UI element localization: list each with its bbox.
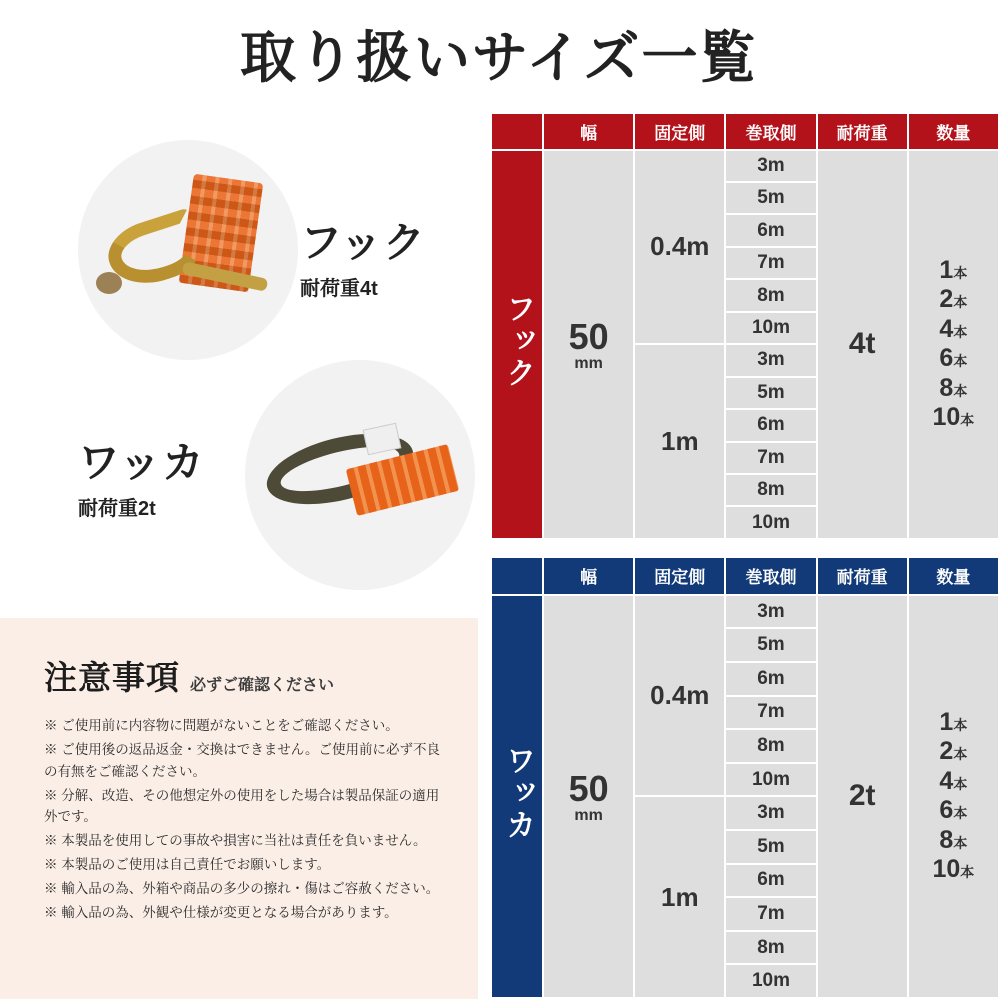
caution-item: ※ ご使用前に内容物に問題がないことをご確認ください。	[44, 718, 399, 733]
winding-length-cell: 7m	[725, 897, 816, 931]
quantity-option: 4本	[939, 766, 968, 795]
winding-length-cell: 3m	[725, 150, 816, 182]
column-header: 固定側	[634, 113, 725, 150]
hook-spec-table	[490, 112, 1000, 540]
winding-length-cell: 8m	[725, 279, 816, 311]
winding-length-cell: 10m	[725, 312, 816, 344]
width-cell: 50 mm	[543, 150, 634, 540]
loop-spec-table	[490, 556, 1000, 999]
loop-badge-name: ワッカ	[78, 439, 205, 486]
column-header: 数量	[908, 113, 999, 150]
quantity-option: 8本	[939, 373, 968, 402]
spec-table	[490, 556, 1000, 999]
corner-cell	[491, 557, 543, 595]
caution-panel	[0, 618, 478, 999]
hook-badge-name: フック	[300, 219, 427, 266]
quantity-option: 1本	[939, 707, 968, 736]
column-header: 巻取側	[725, 113, 816, 150]
winding-length-cell: 7m	[725, 247, 816, 279]
quantity-cell	[908, 150, 999, 540]
column-header: 固定側	[634, 557, 725, 595]
row-group-label: ワッカ	[491, 595, 543, 998]
winding-length-cell: 5m	[725, 377, 816, 409]
loop-photo	[245, 360, 475, 590]
caution-item: ※ 輸入品の為、外観や仕様が変更となる場合があります。	[44, 904, 398, 920]
table-row	[491, 150, 999, 182]
column-header: 幅	[543, 113, 634, 150]
column-header: 数量	[908, 557, 999, 595]
winding-length-cell: 5m	[725, 628, 816, 662]
caution-item: ※ 分解、改造、その他想定外の使用をした場合は製品保証の適用外です。	[44, 787, 440, 825]
quantity-option: 1本	[939, 255, 968, 284]
quantity-option: 6本	[939, 796, 968, 825]
hook-tip-graphic	[96, 272, 122, 294]
table-header-row	[491, 557, 999, 595]
width-cell: 50 mm	[543, 595, 634, 998]
winding-length-cell: 7m	[725, 442, 816, 474]
loop-badge	[78, 430, 205, 521]
hook-badge-load: 耐荷重4t	[300, 278, 378, 300]
column-header: 耐荷重	[817, 557, 908, 595]
caution-header	[44, 652, 450, 699]
winding-length-cell: 8m	[725, 931, 816, 965]
table-header-row	[491, 113, 999, 150]
caution-item: ※ 本製品のご使用は自己責任でお願いします。	[44, 857, 331, 873]
quantity-option: 10本	[932, 855, 975, 884]
caution-item: ※ 輸入品の為、外箱や商品の多少の擦れ・傷はご容赦ください。	[44, 881, 440, 897]
hook-photo	[78, 140, 298, 360]
quantity-option: 8本	[939, 825, 968, 854]
winding-length-cell: 6m	[725, 214, 816, 246]
quantity-cell	[908, 595, 999, 998]
quantity-option: 2本	[939, 737, 968, 766]
winding-length-cell: 5m	[725, 830, 816, 864]
column-header: 耐荷重	[817, 113, 908, 150]
caution-title: 注意事項	[44, 659, 180, 696]
winding-length-cell: 6m	[725, 864, 816, 898]
load-cell: 4t	[817, 150, 908, 540]
fixed-side-cell: 1m	[634, 796, 725, 998]
caution-item: ※ 本製品を使用しての事故や損害に当社は責任を負いません。	[44, 833, 427, 849]
row-group-label: フック	[491, 150, 543, 540]
fixed-side-cell: 0.4m	[634, 595, 725, 797]
quantity-option: 2本	[939, 285, 968, 314]
winding-length-cell: 6m	[725, 409, 816, 441]
spec-table	[490, 112, 1000, 540]
winding-length-cell: 3m	[725, 796, 816, 830]
quantity-option: 10本	[932, 403, 975, 432]
winding-length-cell: 3m	[725, 344, 816, 376]
winding-length-cell: 8m	[725, 729, 816, 763]
winding-length-cell: 6m	[725, 662, 816, 696]
fixed-side-cell: 0.4m	[634, 150, 725, 345]
caution-subtitle: 必ずご確認ください	[190, 677, 335, 694]
quantity-option: 6本	[939, 344, 968, 373]
winding-length-cell: 3m	[725, 595, 816, 629]
load-cell: 2t	[817, 595, 908, 998]
column-header: 巻取側	[725, 557, 816, 595]
loop-badge-load: 耐荷重2t	[78, 498, 156, 520]
winding-length-cell: 7m	[725, 696, 816, 730]
winding-length-cell: 10m	[725, 964, 816, 998]
caution-item: ※ ご使用後の返品返金・交換はできません。ご使用前に必ず不良の有無をご確認ください。	[44, 741, 441, 779]
winding-length-cell: 5m	[725, 182, 816, 214]
product-photos	[0, 110, 480, 580]
winding-length-cell: 8m	[725, 474, 816, 506]
caution-list	[44, 715, 450, 924]
quantity-option: 4本	[939, 314, 968, 343]
winding-length-cell: 10m	[725, 763, 816, 797]
corner-cell	[491, 113, 543, 150]
column-header: 幅	[543, 557, 634, 595]
winding-length-cell: 10m	[725, 506, 816, 539]
hook-badge	[300, 210, 426, 301]
table-row	[491, 595, 999, 629]
fixed-side-cell: 1m	[634, 344, 725, 539]
page-title: 取り扱いサイズ一覧	[240, 26, 758, 89]
